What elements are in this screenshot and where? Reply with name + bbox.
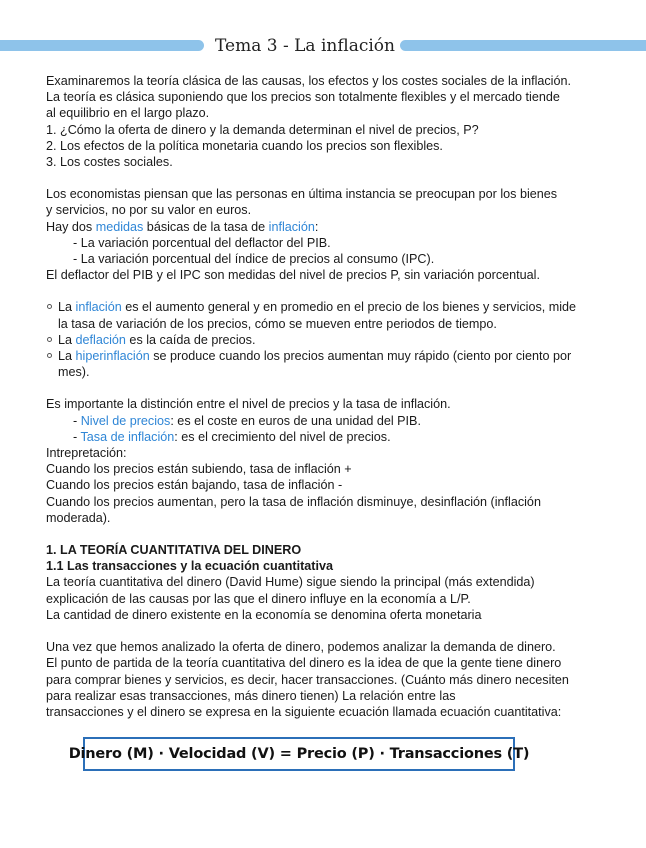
- paragraph-line: Es importante la distinción entre el nivel de precios y la tasa de inflación.: [46, 397, 451, 412]
- paragraph-line: La teoría cuantitativa del dinero (David Hume) sigue siendo la principal (más extendida): [46, 575, 535, 590]
- paragraph-line: Una vez que hemos analizado la oferta de dinero, podemos analizar la demanda de dinero.: [46, 640, 556, 655]
- interpretation-line: moderada).: [46, 510, 111, 525]
- distinction-item-nivel: - Nivel de precios: es el coste en euros de una unidad del PIB.: [73, 413, 421, 428]
- header-bar-right: [400, 40, 646, 51]
- header-bar-left: [0, 40, 204, 51]
- quantity-equation: Dinero (M) · Velocidad (V) = Precio (P) · Transacciones (T): [68, 745, 530, 762]
- intro-line: Examinaremos la teoría clásica de las causas, los efectos y los costes sociales de la inflación.: [46, 74, 571, 88]
- bullet-icon: [47, 337, 52, 342]
- measures-section: [46, 186, 626, 283]
- measures-line: Hay dos medidas básicas de la tasa de inflación:: [46, 219, 319, 234]
- paragraph-line: y servicios, no por su valor en euros.: [46, 203, 252, 218]
- paragraph-line: transacciones y el dinero se expresa en la siguiente ecuación llamada ecuación cuantitativa:: [46, 704, 562, 719]
- interpretation-line: Cuando los precios están subiendo, tasa de inflación +: [46, 462, 352, 477]
- definition-continuation: la tasa de variación de los precios, cómo se mueven entre periodos de tiempo.: [58, 316, 497, 331]
- definition-item-hiperinflacion: La hiperinflación se produce cuando los precios aumentan muy rápido (ciento por ciento por: [46, 348, 626, 364]
- question-item: 3. Los costes sociales.: [46, 155, 173, 170]
- term-nivel-precios: Nivel de precios: [80, 413, 171, 428]
- intro-line: al equilibrio en el largo plazo.: [46, 106, 210, 121]
- distinction-item-tasa: - Tasa de inflación: es el crecimiento del nivel de precios.: [73, 429, 391, 444]
- term-deflacion: deflación: [75, 332, 126, 347]
- paragraph-line: El deflactor del PIB y el IPC son medidas del nivel de precios P, sin variación porcentual.: [46, 268, 540, 283]
- subsection-heading: 1.1 Las transacciones y la ecuación cuantitativa: [46, 559, 333, 574]
- interpretation-line: Cuando los precios aumentan, pero la tasa de inflación disminuye, desinflación (inflación: [46, 494, 541, 509]
- term-inflacion: inflación: [75, 300, 122, 315]
- section-heading: 1. LA TEORÍA CUANTITATIVA DEL DINERO: [46, 543, 302, 558]
- paragraph-line: La cantidad de dinero existente en la economía se denomina oferta monetaria: [46, 607, 482, 622]
- term-hiperinflacion: hiperinflación: [75, 349, 150, 364]
- equation-box: [68, 737, 530, 771]
- question-item: 1. ¿Cómo la oferta de dinero y la demanda determinan el nivel de precios, P?: [46, 122, 479, 137]
- page-title: Tema 3 - La inflación: [215, 36, 395, 56]
- paragraph-line: Los economistas piensan que las personas en última instancia se preocupan por los bienes: [46, 187, 558, 202]
- measure-item: - La variación porcentual del índice de precios al consumo (IPC).: [73, 252, 435, 267]
- definition-item-inflacion: La inflación es el aumento general y en promedio en el precio de los bienes y servicios, mide: [46, 299, 626, 315]
- highlight-medidas: medidas: [95, 219, 144, 234]
- intro-section: [46, 73, 626, 170]
- document-body: [46, 73, 626, 720]
- question-item: 2. Los efectos de la política monetaria cuando los precios son flexibles.: [46, 138, 443, 153]
- section-1: [46, 542, 626, 720]
- definition-continuation: mes).: [58, 365, 90, 380]
- bullet-icon: [47, 353, 52, 358]
- bullet-icon: [47, 304, 52, 309]
- distinction-section: [46, 396, 626, 526]
- paragraph-line: El punto de partida de la teoría cuantitativa del dinero es la idea de que la gente tiene dinero: [46, 656, 562, 671]
- paragraph-line: para comprar bienes y servicios, es decir, hacer transacciones. (Cuánto más dinero necesiten: [46, 672, 569, 687]
- interpretation-line: Cuando los precios están bajando, tasa de inflación -: [46, 478, 343, 493]
- term-tasa-inflacion: Tasa de inflación: [80, 429, 175, 444]
- definitions-list: [46, 299, 626, 380]
- paragraph-line: explicación de las causas por las que el dinero influye en la economía a L/P.: [46, 591, 471, 606]
- paragraph-line: para realizar esas transacciones, más dinero tienen) La relación entre las: [46, 688, 456, 703]
- interpretation-heading: Intrepretación:: [46, 446, 127, 461]
- measure-item: - La variación porcentual del deflactor del PIB.: [73, 235, 331, 250]
- definition-item-deflacion: La deflación es la caída de precios.: [46, 332, 626, 348]
- highlight-inflacion: inflación: [268, 219, 315, 234]
- intro-line: La teoría es clásica suponiendo que los precios son totalmente flexibles y el mercado tiende: [46, 90, 560, 105]
- page-header: [0, 34, 646, 58]
